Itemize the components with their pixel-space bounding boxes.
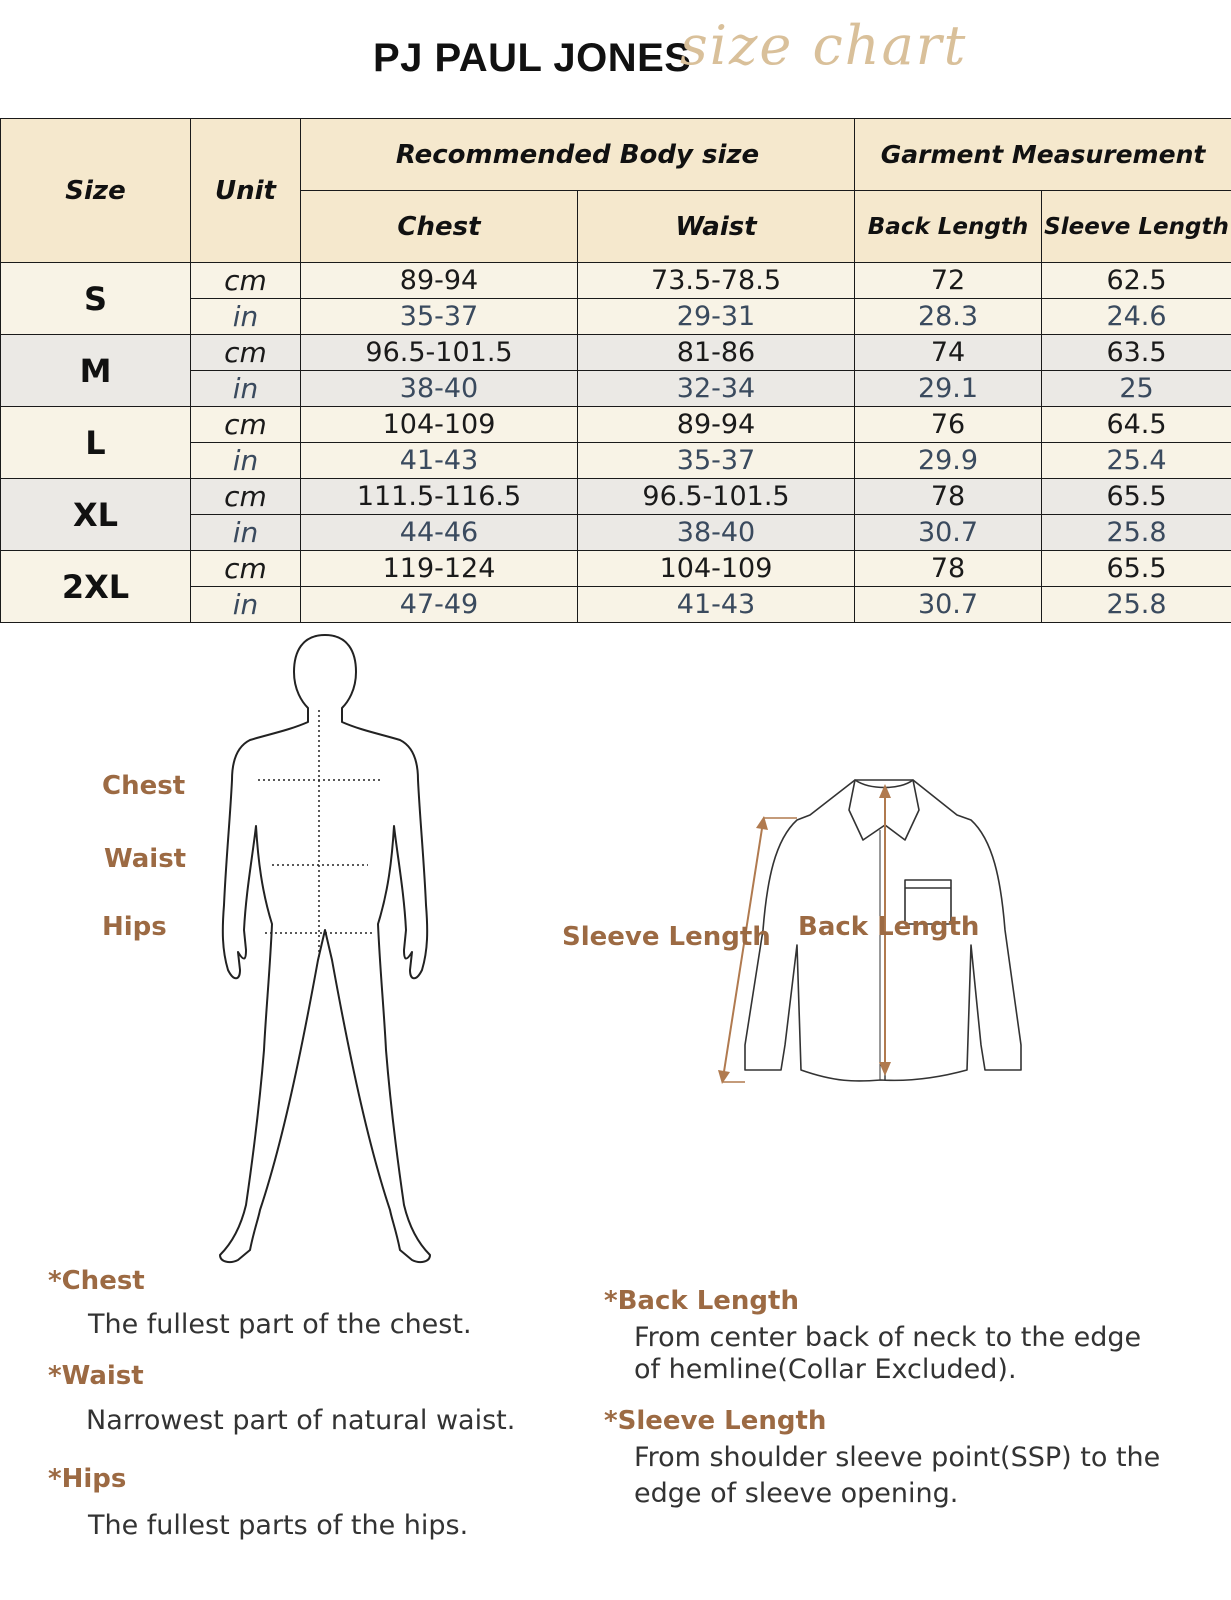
title-area <box>0 0 1231 118</box>
table-row <box>1 479 1231 515</box>
waist-cell: 81-86 <box>578 335 855 371</box>
waist-cell: 89-94 <box>578 407 855 443</box>
definition-waist-heading: *Waist <box>48 1361 144 1391</box>
unit-cell: in <box>191 587 301 623</box>
body-label-waist: Waist <box>104 844 187 874</box>
script-title: size chart <box>680 14 968 77</box>
definition-sleeve-heading: *Sleeve Length <box>604 1406 827 1436</box>
chest-cell: 44-46 <box>301 515 578 551</box>
unit-cell: in <box>191 371 301 407</box>
unit-cell: in <box>191 443 301 479</box>
back-cell: 74 <box>855 335 1042 371</box>
size-label: L <box>1 407 191 479</box>
back-cell: 76 <box>855 407 1042 443</box>
definition-back-heading: *Back Length <box>604 1286 799 1316</box>
waist-cell: 104-109 <box>578 551 855 587</box>
chest-cell: 104-109 <box>301 407 578 443</box>
header-back-length: Back Length <box>855 191 1042 263</box>
waist-cell: 29-31 <box>578 299 855 335</box>
chest-cell: 111.5-116.5 <box>301 479 578 515</box>
chest-cell: 35-37 <box>301 299 578 335</box>
chest-cell: 38-40 <box>301 371 578 407</box>
back-cell: 30.7 <box>855 587 1042 623</box>
definition-hips-heading: *Hips <box>48 1464 127 1494</box>
chest-cell: 96.5-101.5 <box>301 335 578 371</box>
waist-cell: 73.5-78.5 <box>578 263 855 299</box>
unit-cell: cm <box>191 551 301 587</box>
unit-cell: cm <box>191 263 301 299</box>
chest-cell: 89-94 <box>301 263 578 299</box>
back-cell: 28.3 <box>855 299 1042 335</box>
definition-chest-heading: *Chest <box>48 1266 145 1296</box>
header-garment-group: Garment Measurement <box>855 119 1231 191</box>
definition-back-line1: From center back of neck to the edge <box>634 1322 1142 1353</box>
size-label: 2XL <box>1 551 191 623</box>
back-cell: 29.1 <box>855 371 1042 407</box>
body-label-hips: Hips <box>102 912 167 942</box>
waist-cell: 35-37 <box>578 443 855 479</box>
back-cell: 30.7 <box>855 515 1042 551</box>
header-size: Size <box>1 119 191 263</box>
header-chest: Chest <box>301 191 578 263</box>
unit-cell: cm <box>191 479 301 515</box>
size-label: M <box>1 335 191 407</box>
waist-cell: 96.5-101.5 <box>578 479 855 515</box>
sleeve-cell: 25.8 <box>1042 587 1231 623</box>
definition-sleeve-line1: From shoulder sleeve point(SSP) to the <box>634 1442 1161 1473</box>
definition-chest-text: The fullest part of the chest. <box>88 1309 472 1340</box>
sleeve-cell: 64.5 <box>1042 407 1231 443</box>
chest-cell: 119-124 <box>301 551 578 587</box>
unit-cell: in <box>191 299 301 335</box>
back-cell: 29.9 <box>855 443 1042 479</box>
shirt-label-back-length: Back Length <box>798 912 980 942</box>
sleeve-cell: 25.4 <box>1042 443 1231 479</box>
brand-name: PJ PAUL JONES <box>373 36 692 80</box>
chest-cell: 47-49 <box>301 587 578 623</box>
header-unit: Unit <box>191 119 301 263</box>
body-outline-figure <box>210 630 440 1280</box>
definition-hips-text: The fullest parts of the hips. <box>88 1510 469 1541</box>
definition-back-line2: of hemline(Collar Excluded). <box>634 1354 1017 1385</box>
body-label-chest: Chest <box>102 771 186 801</box>
unit-cell: cm <box>191 407 301 443</box>
size-label: S <box>1 263 191 335</box>
sleeve-cell: 25.8 <box>1042 515 1231 551</box>
back-cell: 78 <box>855 551 1042 587</box>
header-sleeve-length: Sleeve Length <box>1042 191 1231 263</box>
shirt-label-sleeve-length: Sleeve Length <box>562 922 771 952</box>
unit-cell: in <box>191 515 301 551</box>
sleeve-cell: 63.5 <box>1042 335 1231 371</box>
table-row <box>1 263 1231 299</box>
sleeve-cell: 62.5 <box>1042 263 1231 299</box>
table-row <box>1 551 1231 587</box>
table-row <box>1 407 1231 443</box>
waist-cell: 32-34 <box>578 371 855 407</box>
table-row <box>1 335 1231 371</box>
sleeve-cell: 65.5 <box>1042 551 1231 587</box>
header-waist: Waist <box>578 191 855 263</box>
size-label: XL <box>1 479 191 551</box>
waist-cell: 41-43 <box>578 587 855 623</box>
sleeve-cell: 25 <box>1042 371 1231 407</box>
sleeve-cell: 65.5 <box>1042 479 1231 515</box>
back-cell: 78 <box>855 479 1042 515</box>
header-body-group: Recommended Body size <box>301 119 855 191</box>
unit-cell: cm <box>191 335 301 371</box>
sleeve-cell: 24.6 <box>1042 299 1231 335</box>
size-chart-table <box>0 118 1231 623</box>
waist-cell: 38-40 <box>578 515 855 551</box>
back-cell: 72 <box>855 263 1042 299</box>
definition-sleeve-line2: edge of sleeve opening. <box>634 1478 959 1509</box>
chest-cell: 41-43 <box>301 443 578 479</box>
definition-waist-text: Narrowest part of natural waist. <box>86 1405 516 1436</box>
